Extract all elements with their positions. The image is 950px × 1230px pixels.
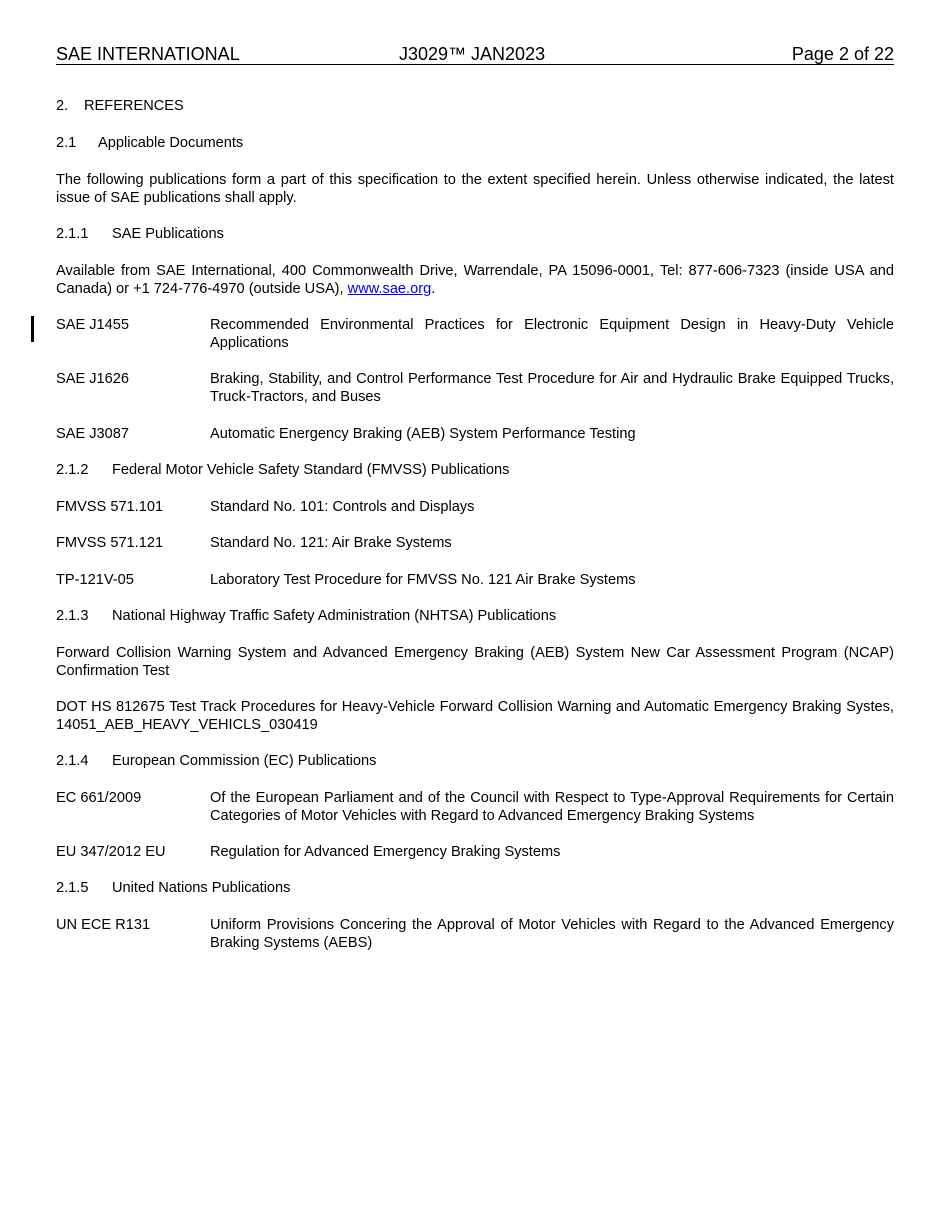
subsection-heading-2-1-5 — [56, 880, 894, 898]
header-page-number: Page 2 of 22 — [791, 44, 894, 64]
header-doc-id: J3029™ JAN2023 — [399, 44, 546, 64]
subsection-title: SAE Publications — [112, 226, 224, 242]
page-header — [56, 44, 894, 65]
intro-paragraph: The following publications form a part of this specification to the extent specified herein. Unless otherwise indicated, the latest issue of SAE publications shall apply. — [56, 172, 894, 206]
subsection-heading-2-1 — [56, 135, 894, 153]
subsection-title: United Nations Publications — [112, 880, 291, 896]
reference-description: Standard No. 121: Air Brake Systems — [210, 535, 452, 551]
section-title: REFERENCES — [84, 98, 184, 114]
subsection-number: 2.1.4 — [56, 753, 89, 769]
reference-code: TP-121V-05 — [56, 572, 134, 588]
reference-description: Regulation for Advanced Emergency Braking Systems — [210, 844, 561, 860]
reference-description: Of the European Parliament and of the Council with Respect to Type-Approval Requirements for Certain Categories of Motor Vehicles with Regard to Advanced Emergency Braking Systems — [210, 790, 894, 824]
reference-description: Uniform Provisions Concering the Approval of Motor Vehicles with Regard to the Advanced Emergency Braking Systems (AEBS) — [210, 917, 894, 951]
nhtsa-paragraph-ncap: Forward Collision Warning System and Advanced Emergency Braking (AEB) System New Car Assessment Program (NCAP) Confirmation Test — [56, 645, 894, 679]
reference-code: UN ECE R131 — [56, 917, 151, 933]
subsection-title: Federal Motor Vehicle Safety Standard (FMVSS) Publications — [112, 462, 510, 478]
subsection-number: 2.1.1 — [56, 226, 89, 242]
subsection-heading-2-1-2 — [56, 462, 894, 480]
subsection-heading-2-1-1 — [56, 226, 894, 244]
subsection-heading-2-1-3 — [56, 608, 894, 626]
subsection-number: 2.1.2 — [56, 462, 89, 478]
subsection-number: 2.1 — [56, 135, 77, 151]
availability-text: Available from SAE International, 400 Commonwealth Drive, Warrendale, PA 15096-0001, Tel: 877-606-7323 (inside USA and Canada) or +1 724-776-4970 (outside USA), — [56, 263, 894, 297]
subsection-heading-2-1-4 — [56, 753, 894, 771]
header-org: SAE INTERNATIONAL — [56, 44, 240, 64]
revision-change-bar — [31, 316, 34, 342]
availability-end: . — [431, 280, 436, 297]
reference-code: SAE J3087 — [56, 426, 130, 442]
subsection-title: Applicable Documents — [98, 135, 244, 151]
subsection-number: 2.1.5 — [56, 880, 89, 896]
sae-availability-paragraph — [56, 263, 894, 298]
section-number: 2. — [56, 98, 69, 114]
nhtsa-paragraph-dot: DOT HS 812675 Test Track Procedures for Heavy-Vehicle Forward Collision Warning and Automatic Emergency Braking Systes, 14051_AEB_HEAVY_VEHICLS_030419 — [56, 699, 894, 733]
subsection-title: European Commission (EC) Publications — [112, 753, 377, 769]
reference-code: FMVSS 571.101 — [56, 499, 164, 515]
reference-code: SAE J1455 — [56, 317, 130, 333]
reference-code: FMVSS 571.121 — [56, 535, 164, 551]
section-heading-references — [56, 98, 894, 116]
subsection-number: 2.1.3 — [56, 608, 89, 624]
reference-code: EC 661/2009 — [56, 790, 142, 806]
reference-code: EU 347/2012 EU — [56, 844, 166, 860]
subsection-title: National Highway Traffic Safety Administration (NHTSA) Publications — [112, 608, 557, 624]
reference-description: Braking, Stability, and Control Performance Test Procedure for Air and Hydraulic Brake Equipped Trucks, Truck-Tractors, and Buses — [210, 371, 894, 405]
reference-description: Automatic Energency Braking (AEB) System Performance Testing — [210, 426, 636, 442]
sae-website-link[interactable]: www.sae.org — [347, 280, 432, 297]
reference-description: Standard No. 101: Controls and Displays — [210, 499, 475, 515]
reference-description: Laboratory Test Procedure for FMVSS No. 121 Air Brake Systems — [210, 572, 636, 588]
reference-code: SAE J1626 — [56, 371, 130, 387]
reference-description: Recommended Environmental Practices for Electronic Equipment Design in Heavy-Duty Vehicle Applications — [210, 317, 894, 351]
